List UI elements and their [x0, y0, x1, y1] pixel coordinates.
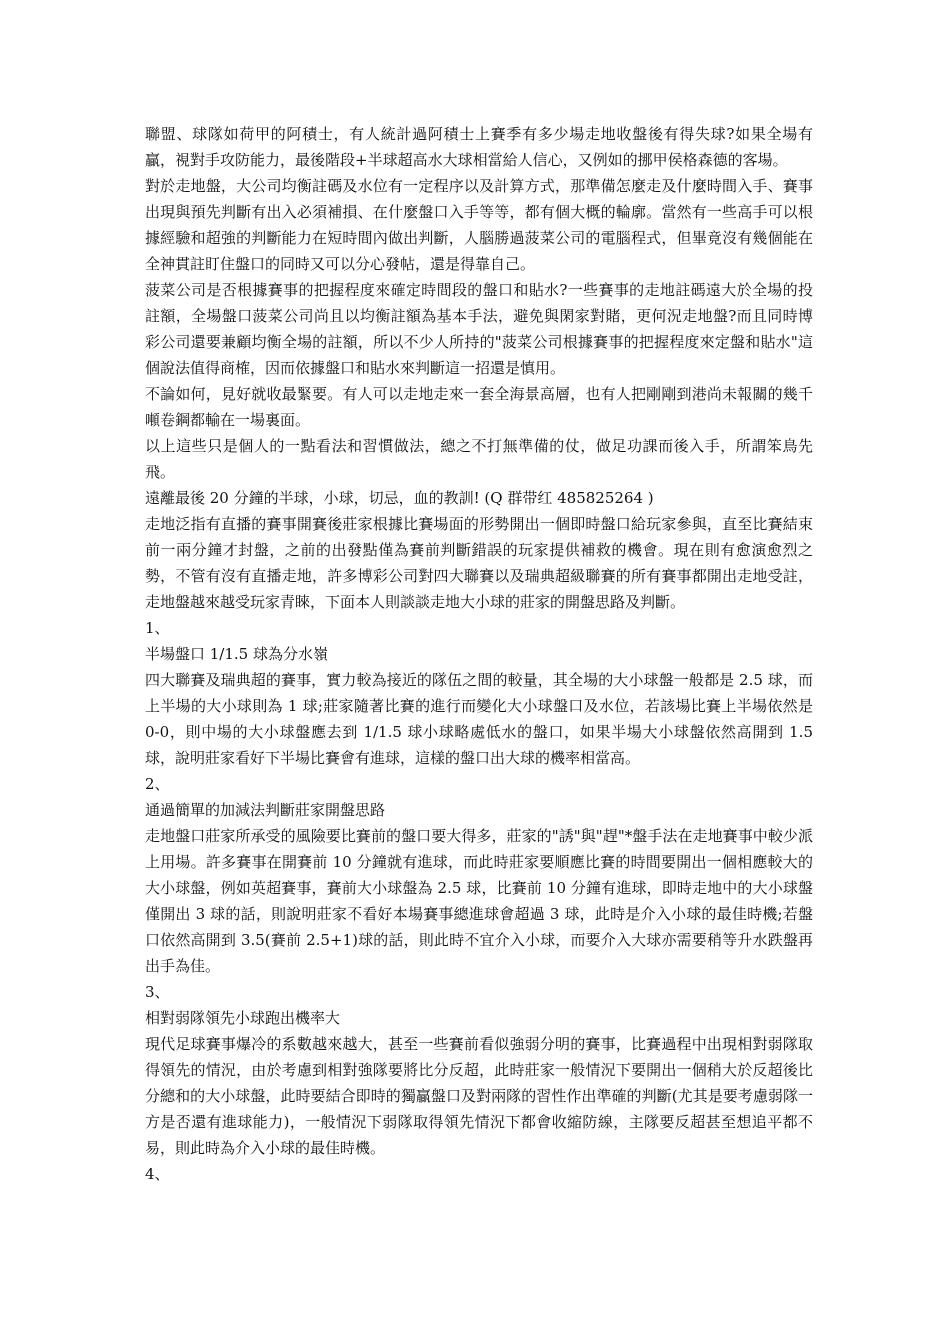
- paragraph: 走地泛指有直播的賽事開賽後莊家根據比賽場面的形勢開出一個即時盤口給玩家參與，直至比賽結束前一兩分鐘才封盤，之前的出發點僅為賽前判斷錯誤的玩家提供補救的機會。現在則有愈演愈烈之勢，不管有沒有直播走地，許多博彩公司對四大聯賽以及瑞典超級聯賽的所有賽事都開出走地受註，走地盤越來越受玩家青睞，下面本人則談談走地大小球的莊家的開盤思路及判斷。: [145, 515, 813, 611]
- paragraph: 不論如何，見好就收最緊要。有人可以走地走來一套全海景高層，也有人把剛剛到港尚未報關的幾千噸卷鋼都輸在一場裏面。: [145, 385, 813, 429]
- paragraph: 聯盟、球隊如荷甲的阿積士，有人統計過阿積士上賽季有多少場走地收盤後有得失球?如果全場有贏，視對手攻防能力，最後階段+半球超高水大球相當給人信心，又例如的挪甲侯格森德的客場。: [145, 125, 813, 169]
- section-number: 2、: [145, 775, 170, 793]
- section-heading: 相對弱隊領先小球跑出機率大: [145, 1009, 341, 1027]
- paragraph: 四大聯賽及瑞典超的賽事，實力較為接近的隊伍之間的較量，其全場的大小球盤一般都是 2.5 球，而上半場的大小球則為 1 球;莊家隨著比賽的進行而變化大小球盤口及水位，若該場比賽上半場依然是 0-0，則中場的大小球盤應去到 1/1.5 球小球略處低水的盤口，如果半場大小球盤依然高開到 1.5 球，說明莊家看好下半場比賽會有進球，這樣的盤口出大球的機率相當高。: [145, 671, 813, 767]
- section-number: 1、: [145, 619, 170, 637]
- paragraph: 菠菜公司是否根據賽事的把握程度來確定時間段的盤口和貼水?一些賽事的走地註碼遠大於全場的投註額，全場盤口菠菜公司尚且以均衡註額為基本手法，避免與閑家對賭，更何況走地盤?而且同時博彩公司還要兼顧均衡全場的註額，所以不少人所持的"菠菜公司根據賽事的把握程度來定盤和貼水"這個說法值得商榷，因而依據盤口和貼水來判斷這一招還是慎用。: [145, 281, 813, 377]
- section-number: 4、: [145, 1165, 170, 1183]
- paragraph: 遠離最後 20 分鐘的半球，小球，切忌，血的教訓! (Q 群带红 485825264 ): [145, 489, 654, 507]
- paragraph: 走地盤口莊家所承受的風險要比賽前的盤口要大得多，莊家的"誘"與"趕"*盤手法在走地賽事中較少派上用場。許多賽事在開賽前 10 分鐘就有進球，而此時莊家要順應比賽的時間要開出一個相應較大的大小球盤，例如英超賽事，賽前大小球盤為 2.5 球，比賽前 10 分鐘有進球，即時走地中的大小球盤僅開出 3 球的話，則說明莊家不看好本場賽事總進球會超過 3 球，此時是介入小球的最佳時機;若盤口依然高開到 3.5(賽前 2.5+1)球的話，則此時不宜介入小球，而要介入大球亦需要稍等升水跌盤再出手為佳。: [145, 827, 813, 975]
- paragraph: 對於走地盤，大公司均衡註碼及水位有一定程序以及計算方式，那準備怎麼走及什麼時間入手、賽事出現與預先判斷有出入必須補損、在什麼盤口入手等等，都有個大概的輪廓。當然有一些高手可以根據經驗和超強的判斷能力在短時間內做出判斷，人腦勝過菠菜公司的電腦程式，但畢竟沒有幾個能在全神貫註盯住盤口的同時又可以分心發帖，還是得靠自己。: [145, 177, 813, 273]
- paragraph: 現代足球賽事爆冷的系數越來越大，甚至一些賽前看似強弱分明的賽事，比賽過程中出現相對弱隊取得領先的情況，由於考慮到相對強隊要將比分反超，此時莊家一般情況下要開出一個稍大於反超後比分總和的大小球盤，此時要結合即時的獨贏盤口及對兩隊的習性作出準確的判斷(尤其是要考慮弱隊一方是否還有進球能力)，一般情況下弱隊取得領先情況下都會收縮防線，主隊要反超甚至想追平都不易，則此時為介入小球的最佳時機。: [145, 1035, 813, 1157]
- section-heading: 半場盤口 1/1.5 球為分水嶺: [145, 645, 328, 663]
- section-number: 3、: [145, 983, 170, 1001]
- document-body: [145, 121, 813, 1187]
- paragraph: 以上這些只是個人的一點看法和習慣做法，總之不打無準備的仗，做足功課而後入手，所謂笨鳥先飛。: [145, 437, 813, 481]
- section-heading: 通過簡單的加減法判斷莊家開盤思路: [145, 801, 386, 819]
